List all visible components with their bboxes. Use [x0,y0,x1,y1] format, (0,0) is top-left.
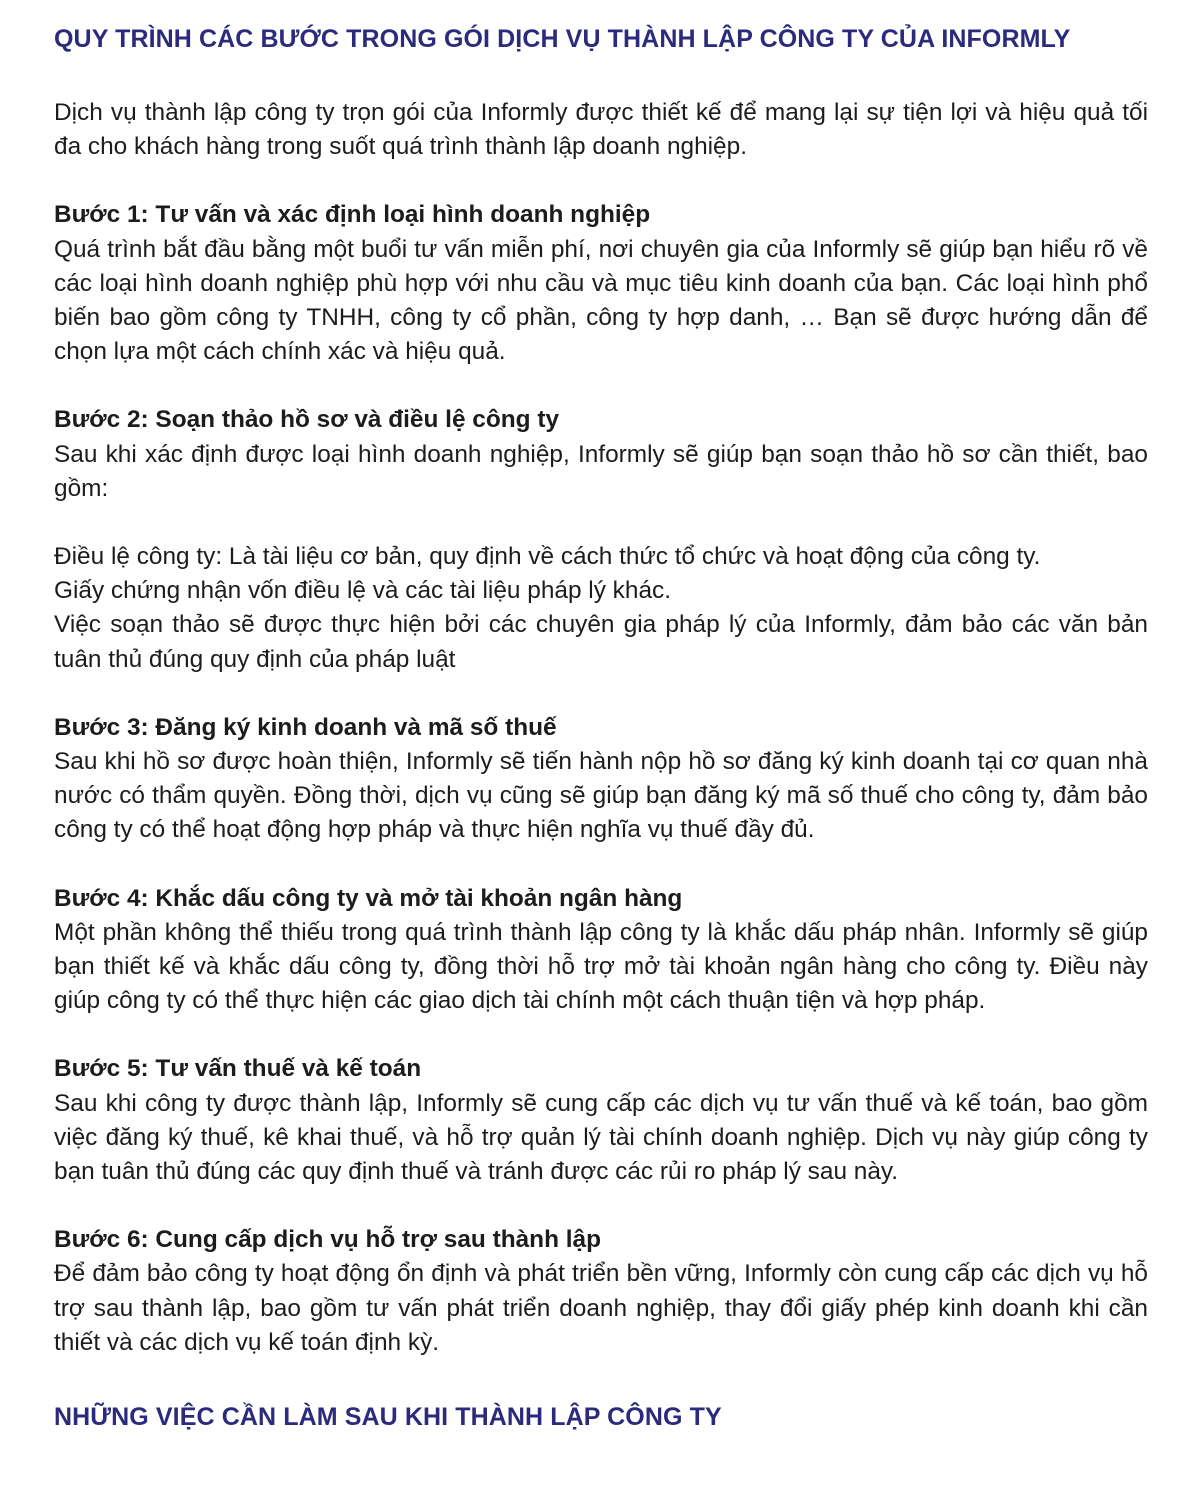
step-5 [54,1052,1148,1189]
intro-paragraph: Dịch vụ thành lập công ty trọn gói của Informly được thiết kế để mang lại sự tiện lợi và hiệu quả tối đa cho khách hàng trong suốt quá trình thành lập doanh nghiệp. [54,99,1148,161]
step-title: Bước 1: Tư vấn và xác định loại hình doanh nghiệp [54,201,651,229]
list-item: Giấy chứng nhận vốn điều lệ và các tài liệu pháp lý khác. [54,577,671,605]
step-title: Bước 2: Soạn thảo hồ sơ và điều lệ công ty [54,406,560,434]
step-6 [54,1223,1148,1360]
list-item: Điều lệ công ty: Là tài liệu cơ bản, quy định về cách thức tổ chức và hoạt động của công ty. [54,543,1041,571]
step-title: Bước 6: Cung cấp dịch vụ hỗ trợ sau thành lập [54,1226,601,1254]
step-body: Để đảm bảo công ty hoạt động ổn định và phát triển bền vững, Informly còn cung cấp các dịch vụ hỗ trợ sau thành lập, bao gồm tư vấn phát triển doanh nghiệp, thay đổi giấy phép kinh doanh khi cần thiết và các dịch vụ kế toán định kỳ. [54,1260,1148,1356]
step-title: Bước 4: Khắc dấu công ty và mở tài khoản ngân hàng [54,884,683,912]
step-title: Bước 3: Đăng ký kinh doanh và mã số thuế [54,713,557,741]
step-body: Sau khi công ty được thành lập, Informly sẽ cung cấp các dịch vụ tư vấn thuế và kế toán, bao gồm việc đăng ký thuế, kê khai thuế, và hỗ trợ quản lý tài chính doanh nghiệp. Dịch vụ này giúp công ty bạn tuân thủ đúng các quy định thuế và tránh được các rủi ro pháp lý sau này. [54,1089,1148,1186]
step-body: Quá trình bắt đầu bằng một buổi tư vấn miễn phí, nơi chuyên gia của Informly sẽ giúp bạn hiểu rõ về các loại hình doanh nghiệp phù hợp với nhu cầu và mục tiêu kinh doanh của bạn. Các loại hình phổ biến bao gồm công ty TNHH, công ty cổ phần, công ty hợp danh, … Bạn sẽ được hướng dẫn để chọn lựa một cách chính xác và hiệu quả. [54,235,1148,366]
step-note: Việc soạn thảo sẽ được thực hiện bởi các chuyên gia pháp lý của Informly, đảm bảo các văn bản tuân thủ đúng quy định của pháp luật [54,611,1148,673]
step-title: Bước 5: Tư vấn thuế và kế toán [54,1055,422,1083]
step-body: Sau khi hồ sơ được hoàn thiện, Informly sẽ tiến hành nộp hồ sơ đăng ký kinh doanh tại cơ quan nhà nước có thẩm quyền. Đồng thời, dịch vụ cũng sẽ giúp bạn đăng ký mã số thuế cho công ty, đảm bảo công ty có thể hoạt động hợp pháp và thực hiện nghĩa vụ thuế đầy đủ. [54,748,1148,844]
step-4 [54,882,1148,1019]
step-3 [54,711,1148,848]
article [54,22,1148,1434]
step-1 [54,198,1148,369]
step-body: Sau khi xác định được loại hình doanh nghiệp, Informly sẽ giúp bạn soạn thảo hồ sơ cần thiết, bao gồm: [54,440,1148,502]
section-heading: NHỮNG VIỆC CẦN LÀM SAU KHI THÀNH LẬP CÔNG TY [54,1403,722,1432]
step-2 [54,403,1148,676]
page-title: QUY TRÌNH CÁC BƯỚC TRONG GÓI DỊCH VỤ THÀNH LẬP CÔNG TY CỦA INFORMLY [54,25,1071,53]
step-body: Một phần không thể thiếu trong quá trình thành lập công ty là khắc dấu pháp nhân. Informly sẽ giúp bạn thiết kế và khắc dấu công ty, đồng thời hỗ trợ mở tài khoản ngân hàng cho công ty. Điều này giúp công ty có thể thực hiện các giao dịch tài chính một cách thuận tiện và hợp pháp. [54,918,1148,1015]
